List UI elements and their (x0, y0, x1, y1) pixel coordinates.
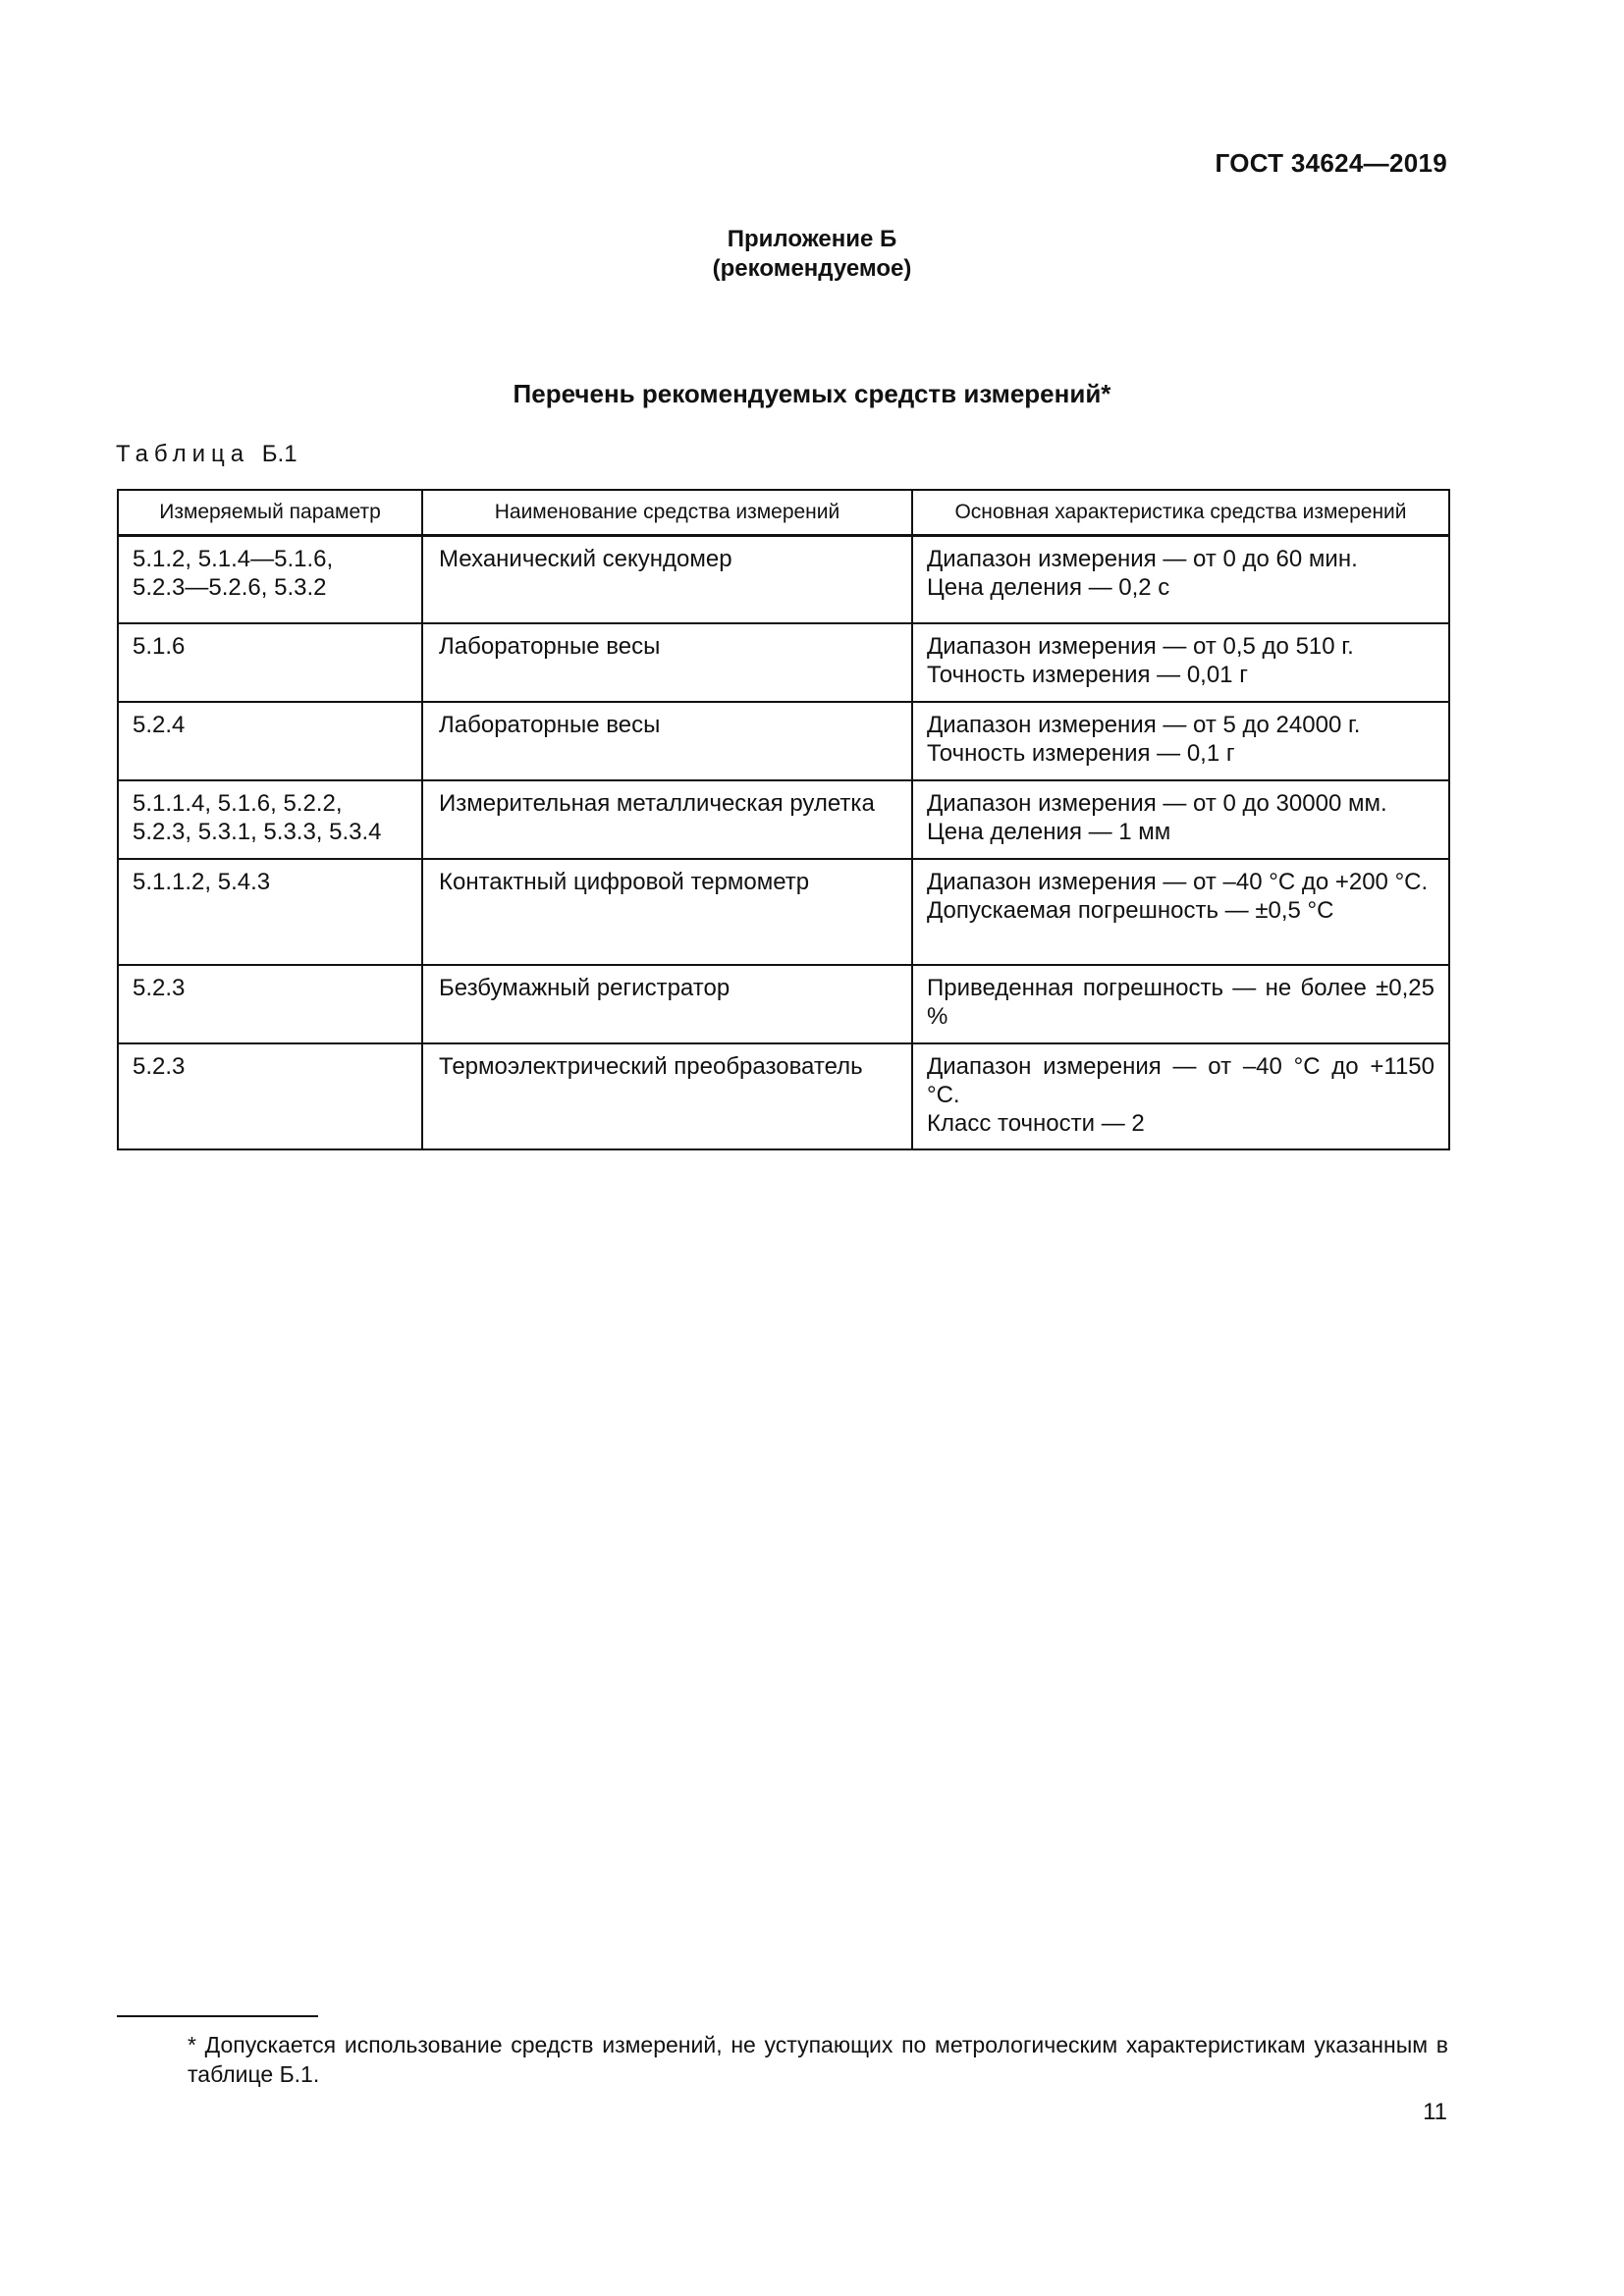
table-row (118, 702, 1449, 780)
cell-characteristic: Диапазон измерения — от 0 до 30000 мм. Цена деления — 1 мм (912, 780, 1449, 859)
page-number: 11 (1423, 2099, 1447, 2125)
cell-parameter: 5.2.3 (118, 965, 422, 1043)
table-header-row (118, 490, 1449, 536)
cell-parameter: 5.1.2, 5.1.4—5.1.6, 5.2.3—5.2.6, 5.3.2 (118, 536, 422, 623)
cell-instrument: Контактный цифровой термометр (422, 859, 912, 965)
cell-parameter: 5.1.1.2, 5.4.3 (118, 859, 422, 965)
cell-parameter: 5.1.1.4, 5.1.6, 5.2.2, 5.2.3, 5.3.1, 5.3.3, 5.3.4 (118, 780, 422, 859)
cell-parameter: 5.2.3 (118, 1043, 422, 1149)
appendix-title: Приложение Б (727, 226, 897, 252)
column-header-instrument: Наименование средства измерений (422, 490, 912, 536)
document-code: ГОСТ 34624—2019 (1215, 148, 1447, 178)
cell-instrument: Механический секундомер (422, 536, 912, 623)
cell-characteristic: Диапазон измерения — от 5 до 24000 г. Точность измерения — 0,1 г (912, 702, 1449, 780)
column-header-characteristic: Основная характеристика средства измерений (912, 490, 1449, 536)
cell-instrument: Измерительная металлическая рулетка (422, 780, 912, 859)
table-row (118, 536, 1449, 623)
cell-instrument: Термоэлектрический преобразователь (422, 1043, 912, 1149)
cell-instrument: Лабораторные весы (422, 702, 912, 780)
cell-parameter: 5.1.6 (118, 623, 422, 702)
cell-instrument: Лабораторные весы (422, 623, 912, 702)
table-label-word: Таблица (116, 441, 250, 467)
table-label (116, 441, 298, 468)
appendix-heading (0, 225, 1624, 284)
footnote-text: * Допускается использование средств измерений, не уступающих по метрологическим характеристикам указанным в таблице Б.1. (188, 2032, 1448, 2087)
cell-characteristic: Диапазон измерения — от 0 до 60 мин. Цена деления — 0,2 с (912, 536, 1449, 623)
footnote-divider (117, 2015, 318, 2017)
measurement-instruments-table (117, 489, 1450, 1150)
appendix-subtitle: (рекомендуемое) (712, 255, 912, 282)
table-row (118, 780, 1449, 859)
cell-characteristic: Приведенная погрешность — не более ±0,25 % (912, 965, 1449, 1043)
footnote (117, 2030, 1448, 2089)
table-row (118, 965, 1449, 1043)
table-label-number: Б.1 (261, 441, 298, 467)
section-title: Перечень рекомендуемых средств измерений* (513, 379, 1111, 408)
table-row (118, 1043, 1449, 1149)
table-row (118, 859, 1449, 965)
column-header-parameter: Измеряемый параметр (118, 490, 422, 536)
cell-parameter: 5.2.4 (118, 702, 422, 780)
cell-characteristic: Диапазон измерения — от –40 °С до +200 °С. Допускаемая погрешность — ±0,5 °С (912, 859, 1449, 965)
table-row (118, 623, 1449, 702)
cell-characteristic: Диапазон измерения — от 0,5 до 510 г. Точность измерения — 0,01 г (912, 623, 1449, 702)
cell-instrument: Безбумажный регистратор (422, 965, 912, 1043)
cell-characteristic: Диапазон измерения — от –40 °С до +1150 °С. Класс точности — 2 (912, 1043, 1449, 1149)
